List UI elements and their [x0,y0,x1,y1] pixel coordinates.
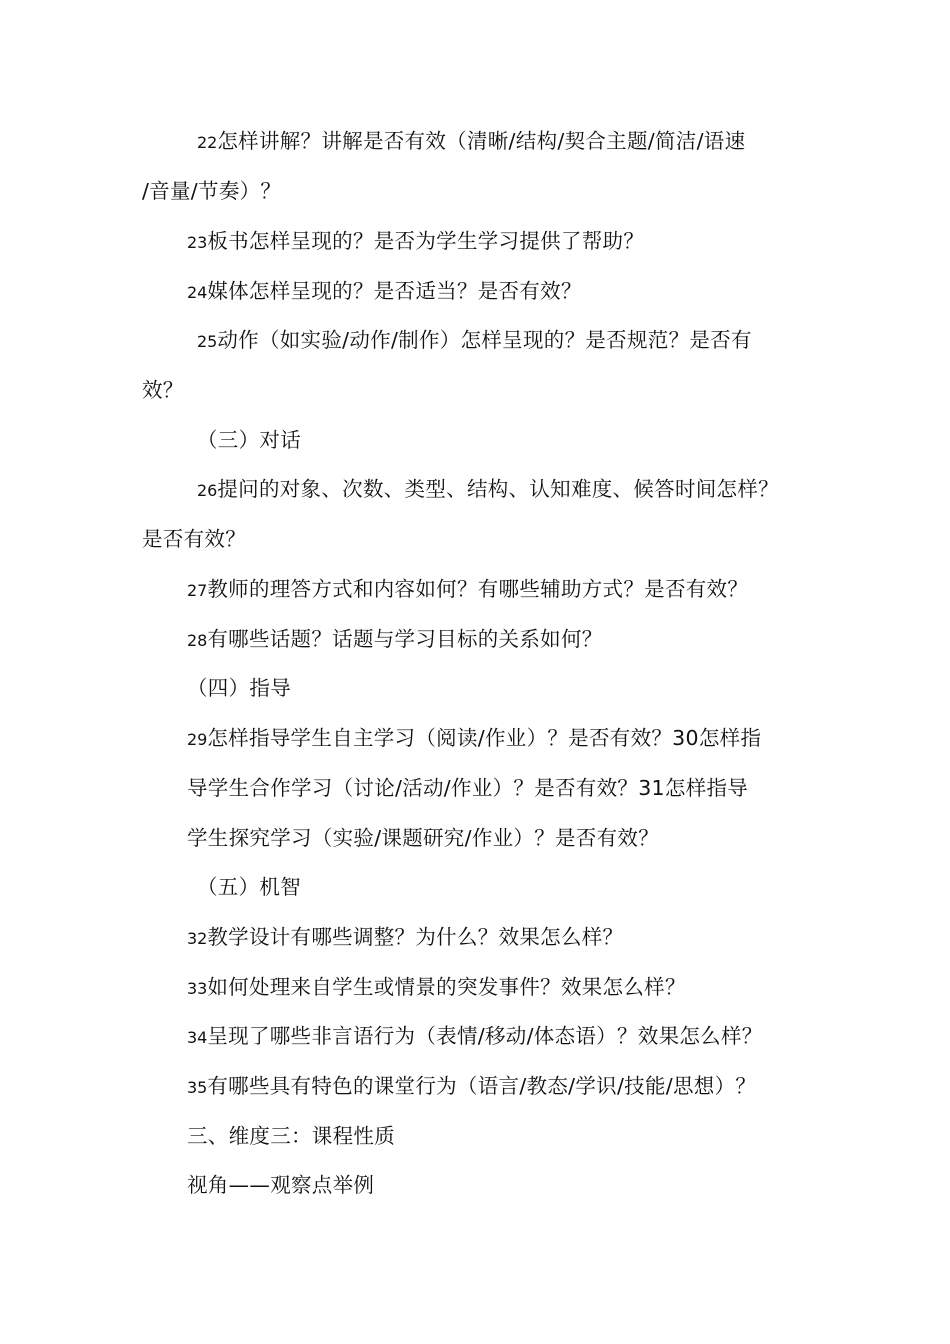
item-text: 教学设计有哪些调整？为什么？效果怎么样？ [207,925,624,949]
item-34 [187,1022,763,1052]
item-number: 25 [197,332,218,351]
item-text: 怎样讲解？讲解是否有效（清晰/结构/契合主题/简洁/语速 [217,129,746,153]
item-27 [187,575,748,605]
item-29-line-1 [187,724,761,754]
subheading-perspective [187,1171,374,1199]
item-text: 学生探究学习（实验/课题研究/作业）？是否有效？ [187,826,660,850]
section-heading: （三）对话 [197,428,301,452]
item-26-line-2 [142,525,246,553]
item-text: 板书怎样呈现的？是否为学生学习提供了帮助？ [207,229,645,253]
item-number: 34 [187,1028,208,1047]
item-text: 导学生合作学习（讨论/活动/作业）？是否有效？31怎样指导 [187,776,749,800]
chapter-heading: 三、维度三：课程性质 [187,1124,395,1148]
subheading: 视角——观察点举例 [187,1173,375,1197]
item-number: 28 [187,631,208,650]
item-text: 动作（如实验/动作/制作）怎样呈现的？是否规范？是否有 [217,328,752,352]
item-number: 32 [187,929,208,948]
item-28 [187,625,603,655]
item-number: 33 [187,979,208,998]
section-heading-dialogue [197,426,301,454]
section-heading-wit [197,873,301,901]
item-number: 23 [187,233,208,252]
item-33 [187,973,686,1003]
item-text: 效？ [142,378,184,402]
section-heading: （五）机智 [197,875,301,899]
item-number: 22 [197,133,218,152]
item-number: 24 [187,283,208,302]
item-number: 35 [187,1078,208,1097]
item-text: 呈现了哪些非言语行为（表情/移动/体态语）？效果怎么样？ [207,1024,763,1048]
item-text: 是否有效？ [142,527,246,551]
item-text: 如何处理来自学生或情景的突发事件？效果怎么样？ [207,975,686,999]
item-number: 26 [197,481,218,500]
item-number: 29 [187,730,208,749]
item-text: /音量/节奏）？ [142,179,282,203]
section-heading-guidance [187,674,291,702]
item-text: 教师的理答方式和内容如何？有哪些辅助方式？是否有效？ [207,577,749,601]
item-26-line-1 [197,475,779,505]
item-number: 27 [187,581,208,600]
item-22-line-2 [142,177,281,205]
item-text: 有哪些具有特色的课堂行为（语言/教态/学识/技能/思想）？ [207,1074,757,1098]
item-23 [187,227,644,257]
item-35 [187,1072,756,1102]
item-text: 怎样指导学生自主学习（阅读/作业）？是否有效？30怎样指 [207,726,762,750]
section-heading: （四）指导 [187,676,291,700]
item-text: 提问的对象、次数、类型、结构、认知难度、候答时间怎样？ [217,477,779,501]
item-text: 有哪些话题？话题与学习目标的关系如何？ [207,627,603,651]
item-22-line-1 [197,127,745,157]
item-25-line-2 [142,376,184,404]
item-29-line-2 [187,774,748,802]
item-25-line-1 [197,326,752,356]
chapter-heading-dimension-three [187,1122,395,1150]
item-text: 媒体怎样呈现的？是否适当？是否有效？ [207,279,582,303]
item-32 [187,923,623,953]
item-29-line-3 [187,824,659,852]
item-24 [187,277,582,307]
